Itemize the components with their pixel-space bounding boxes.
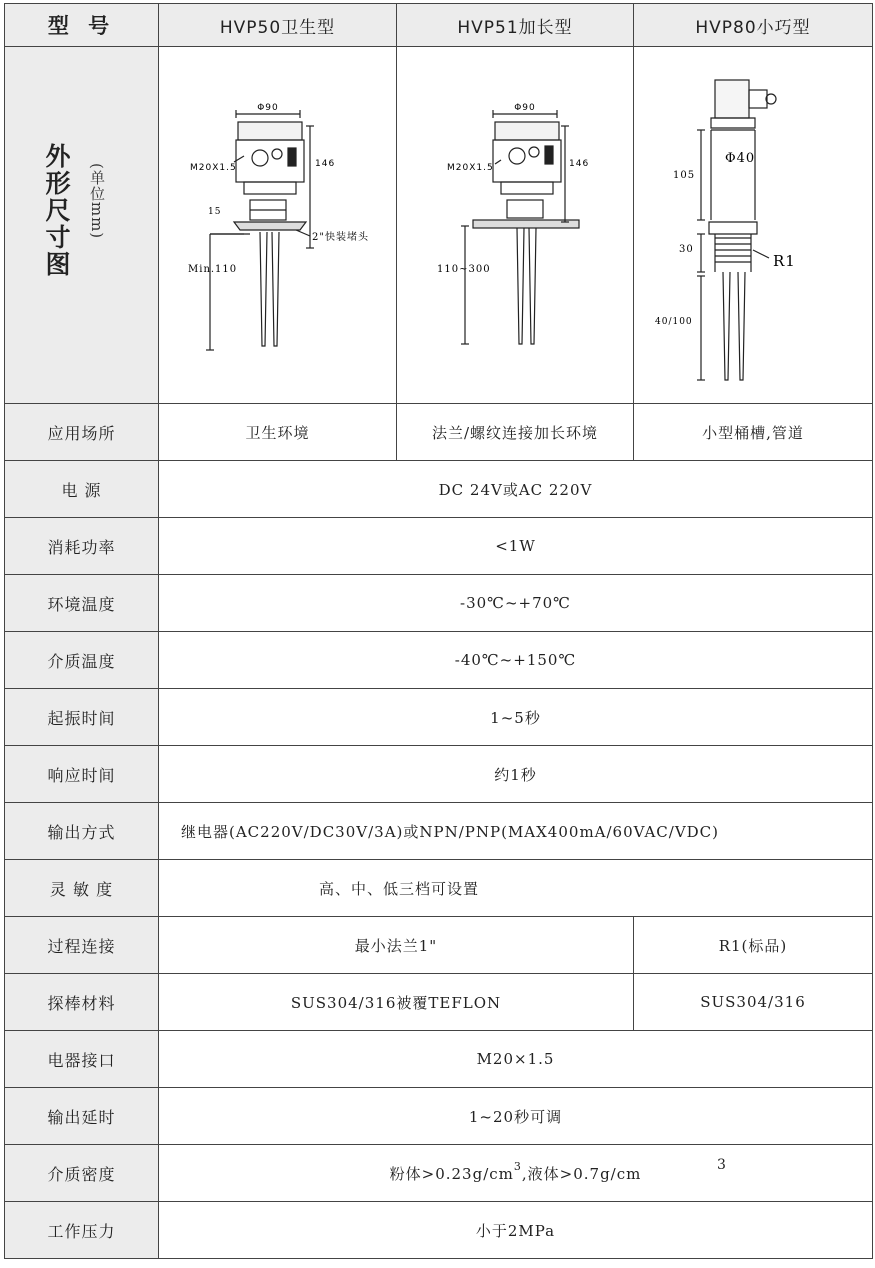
row-density bbox=[5, 1145, 873, 1202]
hvp50-thread: M20X1.5 bbox=[189, 163, 237, 173]
hvp51-height: 146 bbox=[569, 159, 590, 169]
label-process-conn: 过程连接 bbox=[5, 917, 159, 974]
hvp51-thread: M20X1.5 bbox=[447, 163, 494, 173]
hvp80-body-h: 105 bbox=[673, 170, 696, 181]
model-header-label: 型 号 bbox=[5, 4, 159, 47]
label-response-time: 响应时间 bbox=[5, 746, 159, 803]
hvp50-dia: Φ90 bbox=[256, 103, 279, 113]
value-electrical-if: M20×1.5 bbox=[159, 1031, 873, 1088]
hvp51-drawing-cell bbox=[397, 47, 634, 404]
density-liquid: ,液体>0.7g/cm bbox=[521, 1164, 642, 1183]
hvp51-drawing bbox=[397, 50, 633, 400]
dimension-unit-note: (单位mm) bbox=[88, 162, 106, 239]
row-ambient-temp bbox=[5, 575, 873, 632]
hvp50-min-len: Min.110 bbox=[187, 264, 237, 275]
hvp80-drawing bbox=[635, 50, 871, 400]
header-row bbox=[5, 4, 873, 47]
value-power: DC 24V或AC 220V bbox=[159, 461, 873, 518]
hvp50-clamp: 2"快装堵头 bbox=[311, 232, 369, 243]
value-process-conn-main: 最小法兰1" bbox=[159, 917, 634, 974]
hvp80-thread: R1 bbox=[773, 252, 796, 270]
application-hvp51: 法兰/螺纹连接加长环境 bbox=[397, 404, 634, 461]
row-response-time bbox=[5, 746, 873, 803]
model-hvp50: HVP50卫生型 bbox=[159, 4, 397, 47]
dimension-label-cell bbox=[5, 47, 159, 404]
label-startup-time: 起振时间 bbox=[5, 689, 159, 746]
label-sensitivity: 灵 敏 度 bbox=[5, 860, 159, 917]
value-medium-temp: -40℃~+150℃ bbox=[159, 632, 873, 689]
label-output-mode: 输出方式 bbox=[5, 803, 159, 860]
hvp51-dia: Φ90 bbox=[514, 103, 536, 113]
density-superscript: 3 bbox=[513, 1159, 522, 1173]
label-density: 介质密度 bbox=[5, 1145, 159, 1202]
label-medium-temp: 介质温度 bbox=[5, 632, 159, 689]
row-power bbox=[5, 461, 873, 518]
value-consumption: <1W bbox=[159, 518, 873, 575]
label-application: 应用场所 bbox=[5, 404, 159, 461]
label-pressure: 工作压力 bbox=[5, 1202, 159, 1259]
hvp80-thread-h: 30 bbox=[679, 244, 694, 255]
hvp80-probe-len: 40/100 bbox=[655, 317, 693, 327]
row-consumption bbox=[5, 518, 873, 575]
hvp50-height: 146 bbox=[314, 159, 335, 169]
model-hvp80: HVP80小巧型 bbox=[634, 4, 873, 47]
value-process-conn-hvp80: R1(标品) bbox=[634, 917, 873, 974]
dimension-title: 外形尺寸图 bbox=[42, 142, 71, 278]
row-medium-temp bbox=[5, 632, 873, 689]
value-output-delay: 1~20秒可调 bbox=[159, 1088, 873, 1145]
hvp50-drawing bbox=[160, 50, 396, 400]
row-electrical-if bbox=[5, 1031, 873, 1088]
hvp50-flange-h: 15 bbox=[207, 207, 221, 217]
application-hvp80: 小型桶槽,管道 bbox=[634, 404, 873, 461]
row-application bbox=[5, 404, 873, 461]
spec-table bbox=[4, 3, 873, 1259]
value-ambient-temp: -30℃~+70℃ bbox=[159, 575, 873, 632]
density-powder: 粉体>0.23g/cm bbox=[389, 1164, 514, 1183]
dimension-row bbox=[5, 47, 873, 404]
label-consumption: 消耗功率 bbox=[5, 518, 159, 575]
label-output-delay: 输出延时 bbox=[5, 1088, 159, 1145]
value-startup-time: 1~5秒 bbox=[159, 689, 873, 746]
value-probe-material-hvp80: SUS304/316 bbox=[634, 974, 873, 1031]
row-output-delay bbox=[5, 1088, 873, 1145]
value-pressure: 小于2MPa bbox=[159, 1202, 873, 1259]
label-ambient-temp: 环境温度 bbox=[5, 575, 159, 632]
row-pressure bbox=[5, 1202, 873, 1259]
row-process-conn bbox=[5, 917, 873, 974]
value-probe-material-main: SUS304/316被覆TEFLON bbox=[159, 974, 634, 1031]
row-startup-time bbox=[5, 689, 873, 746]
application-hvp50: 卫生环境 bbox=[159, 404, 397, 461]
row-sensitivity bbox=[5, 860, 873, 917]
value-output-mode: 继电器(AC220V/DC30V/3A)或NPN/PNP(MAX400mA/60VAC/VDC) bbox=[159, 803, 873, 860]
model-hvp51: HVP51加长型 bbox=[397, 4, 634, 47]
hvp80-dia: Φ40 bbox=[725, 151, 756, 166]
label-power: 电 源 bbox=[5, 461, 159, 518]
value-response-time: 约1秒 bbox=[159, 746, 873, 803]
label-electrical-if: 电器接口 bbox=[5, 1031, 159, 1088]
hvp50-drawing-cell bbox=[159, 47, 397, 404]
value-sensitivity: 高、中、低三档可设置 bbox=[159, 860, 873, 917]
hvp80-drawing-cell bbox=[634, 47, 873, 404]
row-output-mode bbox=[5, 803, 873, 860]
label-probe-material: 探棒材料 bbox=[5, 974, 159, 1031]
row-probe-material bbox=[5, 974, 873, 1031]
hvp51-len-range: 110~300 bbox=[437, 264, 491, 275]
value-density bbox=[159, 1145, 873, 1202]
density-stray-superscript: 3 bbox=[717, 1157, 726, 1173]
